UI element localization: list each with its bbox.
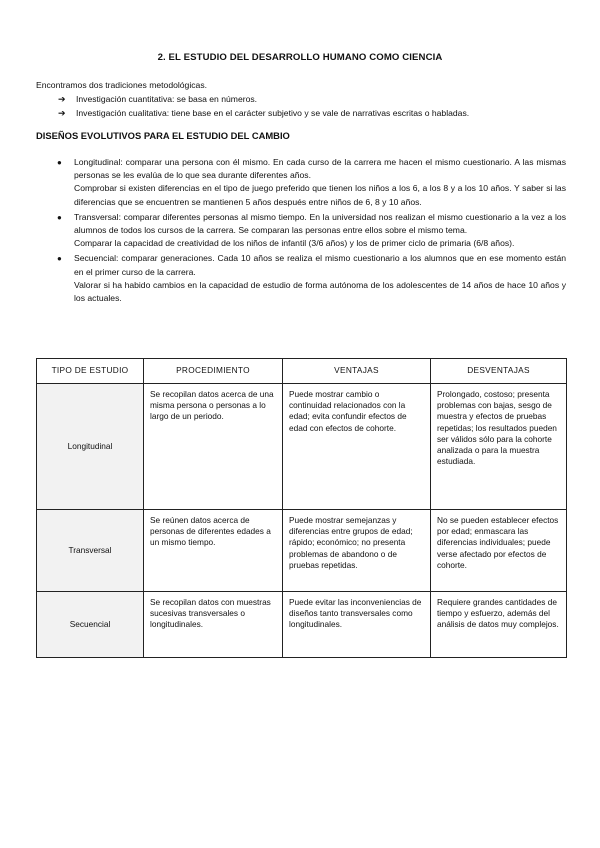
bullet-icon: ● <box>57 158 62 167</box>
bullet-longitudinal <box>36 156 566 209</box>
table-row <box>37 592 567 658</box>
bullet-example: Comparar la capacidad de creatividad de los niños de infantil (3/6 años) y los de primer ciclo de primaria (6/8 años). <box>74 238 515 249</box>
cell-desventajas: Requiere grandes cantidades de tiempo y esfuerzo, además del análisis de datos muy complejos. <box>431 592 567 658</box>
list-item-text: Investigación cuantitativa: se basa en números. <box>76 94 258 104</box>
list-item <box>58 92 469 106</box>
bullet-icon: ● <box>57 254 62 264</box>
header-desventajas: DESVENTAJAS <box>431 359 567 384</box>
cell-procedimiento: Se recopilan datos acerca de una misma persona o personas a lo largo de un periodo. <box>144 384 283 510</box>
cell-desventajas: No se pueden establecer efectos por edad; enmascara las diferencias individuales; puede verse afectado por efectos de cohorte. <box>431 510 567 592</box>
cell-ventajas: Puede evitar las inconveniencias de diseños tanto transversales como longitudinales. <box>283 592 431 658</box>
arrow-right-icon: ➔ <box>58 108 66 118</box>
header-ventajas: VENTAJAS <box>283 359 431 384</box>
cell-procedimiento: Se reúnen datos acerca de personas de diferentes edades a un mismo tiempo. <box>144 510 283 592</box>
list-item-text: Investigación cualitativa: tiene base en el carácter subjetivo y se vale de narrativas escritas o habladas. <box>76 108 470 118</box>
methodology-list <box>58 92 469 120</box>
table-header-row <box>37 359 567 384</box>
cell-ventajas: Puede mostrar cambio o continuidad relacionados con la edad; evita confundir efectos de edad con efectos de cohorte. <box>283 384 431 510</box>
bullet-definition: Transversal: comparar diferentes personas al mismo tiempo. En la universidad nos realizan el mismo cuestionario a la vez a los alumnos de todos los cursos de la carrera. Se comparan las personas entre ellos sobre el mismo tema. <box>74 211 566 236</box>
header-procedimiento: PROCEDIMIENTO <box>144 359 283 384</box>
cell-tipo: Transversal <box>37 510 144 592</box>
cell-tipo: Longitudinal <box>37 384 144 510</box>
study-designs-table <box>36 358 567 658</box>
bullet-definition: Secuencial: comparar generaciones. Cada 10 años se realiza el mismo cuestionario a los alumnos que en ese momento están en el primer curso de la carrera. <box>74 253 566 277</box>
cell-procedimiento: Se recopilan datos con muestras sucesivas transversales o longitudinales. <box>144 592 283 658</box>
bullet-definition: Longitudinal: comparar una persona con él mismo. En cada curso de la carrera me hacen el mismo cuestionario. A las mismas personas se les evalúa de lo que sea durante diferentes años. <box>74 157 566 181</box>
intro-text: Encontramos dos tradiciones metodológicas. <box>36 80 208 90</box>
arrow-right-icon: ➔ <box>58 94 66 104</box>
table-row <box>37 384 567 510</box>
bullet-secuencial <box>36 252 566 305</box>
page-title: 2. EL ESTUDIO DEL DESARROLLO HUMANO COMO CIENCIA <box>157 52 443 63</box>
bullet-example: Valorar si ha habido cambios en la capacidad de estudio de forma autónoma de los adolescentes de 14 años de hace 10 años y los actuales. <box>74 279 566 304</box>
list-item <box>58 106 469 120</box>
header-tipo: TIPO DE ESTUDIO <box>37 359 144 384</box>
cell-desventajas: Prolongado, costoso; presenta problemas con bajas, sesgo de muestra y efectos de pruebas repetidas; los resultados pueden ser válidos sólo para la cohorte analizada o para la muestra estudiada. <box>431 384 567 510</box>
cell-tipo: Secuencial <box>37 592 144 658</box>
design-bullet-list <box>36 156 566 307</box>
bullet-transversal <box>36 211 566 251</box>
table-row <box>37 510 567 592</box>
section-heading: DISEÑOS EVOLUTIVOS PARA EL ESTUDIO DEL CAMBIO <box>36 130 290 141</box>
cell-ventajas: Puede mostrar semejanzas y diferencias entre grupos de edad; rápido; económico; no presenta problemas de abandono o de pruebas repetidas. <box>283 510 431 592</box>
bullet-icon: ● <box>57 212 62 222</box>
bullet-example: Comprobar si existen diferencias en el tipo de juego preferido que tienen los niños a los 6, a los 8 y a los 10 años. Y saber si las diferencias que se encuentren se mantienen 5 años después entre niños de 6, 8 y 10 años. <box>74 183 566 207</box>
